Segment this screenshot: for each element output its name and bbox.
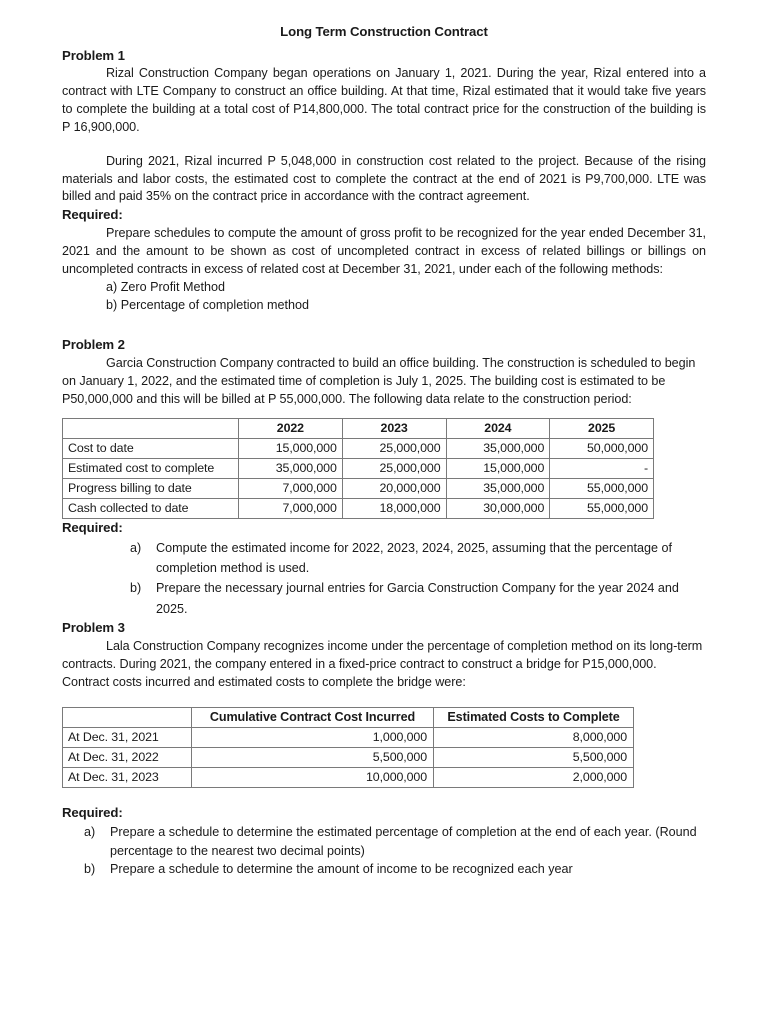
table-row (63, 498, 654, 518)
table-cell: 15,000,000 (239, 438, 343, 458)
table-header-cell (63, 708, 192, 728)
list-item-text: Compute the estimated income for 2022, 2023, 2024, 2025, assuming that the percentage of completion method is used. (156, 540, 672, 575)
table-row-label: Estimated cost to complete (63, 458, 239, 478)
table-header-cell: Estimated Costs to Complete (434, 708, 634, 728)
table-row-label: Cash collected to date (63, 498, 239, 518)
table-cell: 35,000,000 (446, 438, 550, 458)
problem-3-required-heading: Required: (62, 805, 123, 821)
problem-1-method-list (62, 279, 706, 315)
list-marker: b) (84, 861, 96, 876)
table-cell: 1,000,000 (192, 728, 434, 748)
table-cell: 2,000,000 (434, 768, 634, 788)
table-header-cell (63, 418, 239, 438)
list-item: a) Zero Profit Method (106, 279, 225, 294)
table-row-label: At Dec. 31, 2022 (63, 748, 192, 768)
problem-2-required-heading: Required: (62, 519, 123, 535)
table-row (63, 458, 654, 478)
table-cell: 7,000,000 (239, 498, 343, 518)
list-item (130, 538, 706, 579)
table-cell: 8,000,000 (434, 728, 634, 748)
problem-1-heading: Problem 1 (62, 47, 125, 63)
table-header-row (63, 708, 634, 728)
table-row-label: At Dec. 31, 2023 (63, 768, 192, 788)
problem-3-paragraph-1: Lala Construction Company recognizes income under the percentage of completion method on its long-term contracts. During 2021, the company entered in a fixed-price contract to construct a bridge for P15,000,000. Contract costs incurred and estimated costs to complete the bridge were: (62, 638, 703, 689)
list-item-text: Prepare a schedule to determine the estimated percentage of completion at the end of each year. (Round percentage to the nearest two decimal points) (110, 825, 697, 858)
problem-1-required-paragraph: Prepare schedules to compute the amount of gross profit to be recognized for the year ended December 31, 2021 and the amount to be shown as cost of uncompleted contract in excess of related billings or billings on uncompleted contracts in excess of related cost at December 31, 2021, under each of the following methods: (62, 226, 706, 276)
table-cell: 5,500,000 (192, 748, 434, 768)
table-row (63, 748, 634, 768)
problem-2-heading: Problem 2 (62, 337, 125, 353)
list-marker: a) (130, 540, 142, 555)
table-row-label: Progress billing to date (63, 478, 239, 498)
table-header-cell: Cumulative Contract Cost Incurred (192, 708, 434, 728)
table-header-cell: 2022 (239, 418, 343, 438)
table-header-cell: 2024 (446, 418, 550, 438)
problem-2-data-table (62, 418, 654, 519)
table-header-cell: 2025 (550, 418, 654, 438)
list-item-text: Prepare a schedule to determine the amount of income to be recognized each year (110, 861, 573, 876)
table-row (63, 768, 634, 788)
table-cell: 30,000,000 (446, 498, 550, 518)
list-item (84, 823, 706, 860)
table-row-label: At Dec. 31, 2021 (63, 728, 192, 748)
list-item: b) Percentage of completion method (106, 297, 310, 312)
problem-1-required-heading: Required: (62, 207, 123, 223)
list-item (130, 578, 706, 619)
table-cell: 18,000,000 (342, 498, 446, 518)
table-cell: 50,000,000 (550, 438, 654, 458)
problem-3-data-table (62, 707, 634, 788)
table-header-cell: 2023 (342, 418, 446, 438)
table-row (63, 478, 654, 498)
table-cell: - (550, 458, 654, 478)
problem-3-required-list (84, 823, 706, 878)
problem-2-required-list (130, 538, 706, 620)
page-title: Long Term Construction Contract (280, 24, 488, 39)
table-cell: 35,000,000 (446, 478, 550, 498)
table-row-label: Cost to date (63, 438, 239, 458)
table-cell: 5,500,000 (434, 748, 634, 768)
table-cell: 20,000,000 (342, 478, 446, 498)
table-cell: 35,000,000 (239, 458, 343, 478)
table-cell: 15,000,000 (446, 458, 550, 478)
problem-3-heading: Problem 3 (62, 620, 125, 636)
table-cell: 25,000,000 (342, 438, 446, 458)
table-cell: 55,000,000 (550, 478, 654, 498)
table-cell: 55,000,000 (550, 498, 654, 518)
table-cell: 7,000,000 (239, 478, 343, 498)
table-row (63, 728, 634, 748)
list-marker: a) (84, 825, 96, 840)
problem-2-paragraph-1: Garcia Construction Company contracted to build an office building. The construction is scheduled to begin on January 1, 2022, and the estimated time of completion is July 1, 2025. The building cost is estimated to be P50,000,000 and this will be billed at P 55,000,000. The following data relate to the construction period: (62, 356, 696, 406)
table-cell: 25,000,000 (342, 458, 446, 478)
list-item (84, 860, 706, 878)
list-item-text: Prepare the necessary journal entries for Garcia Construction Company for the year 2024 and 2025. (156, 581, 679, 616)
table-header-row (63, 418, 654, 438)
list-marker: b) (130, 581, 142, 596)
table-cell: 10,000,000 (192, 768, 434, 788)
problem-1-paragraph-1: Rizal Construction Company began operations on January 1, 2021. During the year, Rizal entered into a contract with LTE Company to construct an office building. At that time, Rizal estimated that it would take five years to complete the building at a total cost of P14,800,000. The total contract price for the construction of the building is P 16,900,000. (62, 66, 706, 134)
problem-1-paragraph-2: During 2021, Rizal incurred P 5,048,000 in construction cost related to the project. Because of the rising materials and labor costs, the estimated cost to complete the contract at the end of 2021 is P9,700,000. LTE was billed and paid 35% on the contract price in accordance with the contract agreement. (62, 153, 706, 204)
table-row (63, 438, 654, 458)
